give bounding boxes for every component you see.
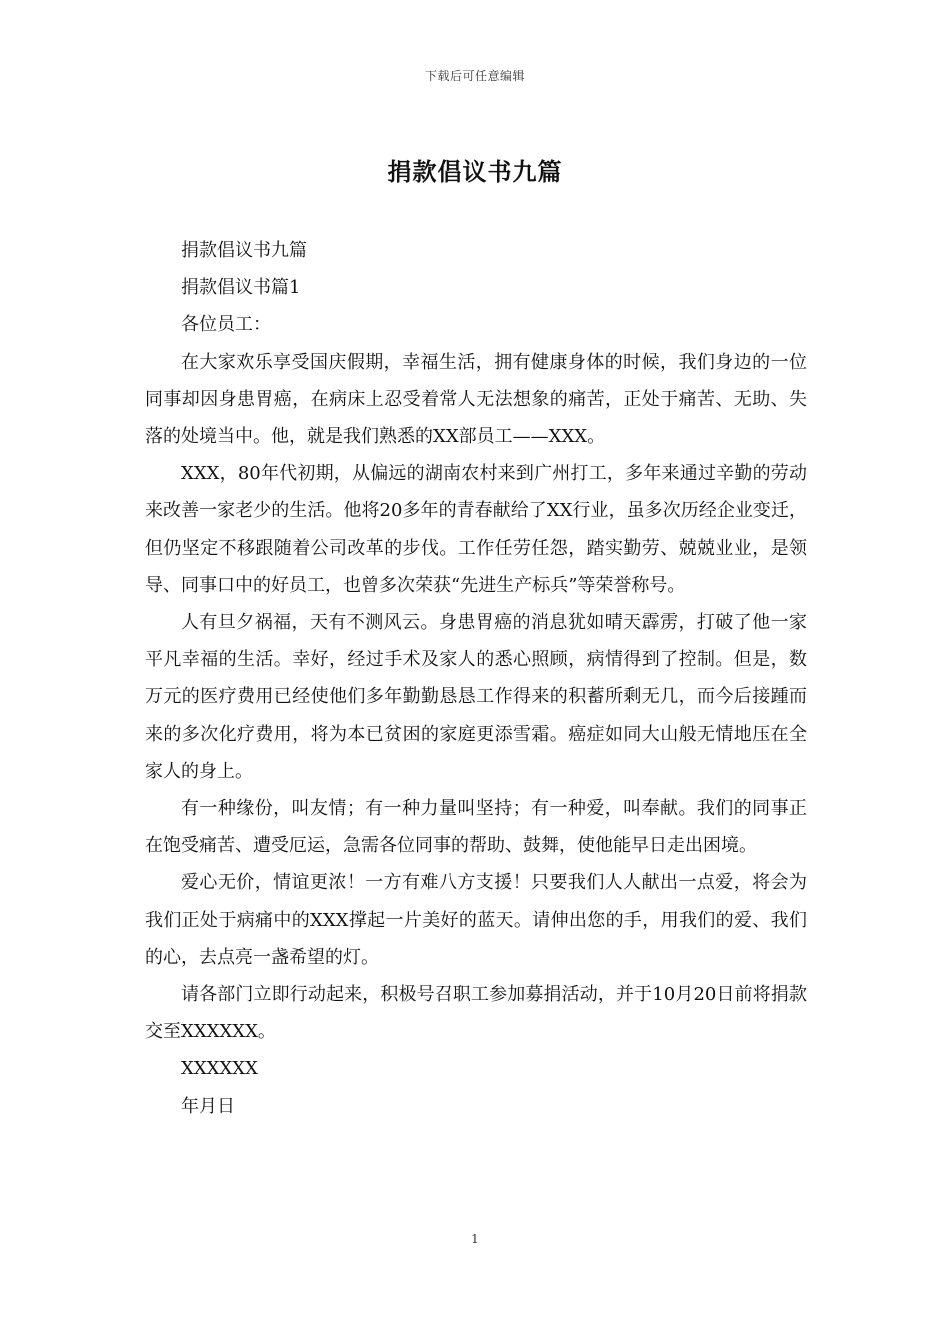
salutation: 各位员工： (181, 314, 271, 336)
page-number: 1 (471, 1232, 479, 1246)
body-paragraph: 捐款倡议书篇1 (181, 277, 301, 299)
document-body (145, 232, 807, 1125)
body-paragraph: 爱心无价，情谊更浓！一方有难八方支援！只要我们人人献出一点爱，将会为我们正处于病痛中的XXX撑起一片美好的蓝天。请伸出您的手，用我们的爱、我们的心，去点亮一盏希望的灯。 (145, 872, 807, 968)
body-paragraph: 人有旦夕祸福，天有不测风云。身患胃癌的消息犹如晴天霹雳，打破了他一家平凡幸福的生活。幸好，经过手术及家人的悉心照顾，病情得到了控制。但是，数万元的医疗费用已经使他们多年勤勤恳恳工作得来的积蓄所剩无几，而今后接踵而来的多次化疗费用，将为本已贫困的家庭更添雪霜。癌症如同大山般无情地压在全家人的身上。 (145, 612, 807, 782)
body-paragraph: 有一种缘份，叫友情；有一种力量叫坚持；有一种爱，叫奉献。我们的同事正在饱受痛苦、遭受厄运，急需各位同事的帮助、鼓舞，使他能早日走出困境。 (145, 798, 807, 857)
signature: XXXXXX (181, 1058, 258, 1080)
body-paragraph: 请各部门立即行动起来，积极号召职工参加募捐活动，并于10月20日前将捐款交至XXXXXX。 (145, 984, 807, 1043)
header-note: 下载后可任意编辑 (424, 69, 525, 83)
date-line: 年月日 (181, 1095, 235, 1117)
body-paragraph: 捐款倡议书九篇 (181, 240, 307, 261)
body-paragraph: 在大家欢乐享受国庆假期，幸福生活，拥有健康身体的时候，我们身边的一位同事却因身患胃癌，在病床上忍受着常人无法想象的痛苦，正处于痛苦、无助、失落的处境当中。他，就是我们熟悉的XX部员工——XXX。 (145, 351, 807, 448)
document-title: 捐款倡议书九篇 (387, 157, 563, 186)
body-paragraph: XXX，80年代初期，从偏远的湖南农村来到广州打工，多年来通过辛勤的劳动来改善一家老少的生活。他将20多年的青春献给了XX行业，虽多次历经企业变迁，但仍坚定不移跟随着公司改革的步伐。工作任劳任怨，踏实勤劳、兢兢业业，是领导、同事口中的好员工，也曾多次荣获“先进生产标兵”等荣誉称号。 (145, 463, 807, 596)
